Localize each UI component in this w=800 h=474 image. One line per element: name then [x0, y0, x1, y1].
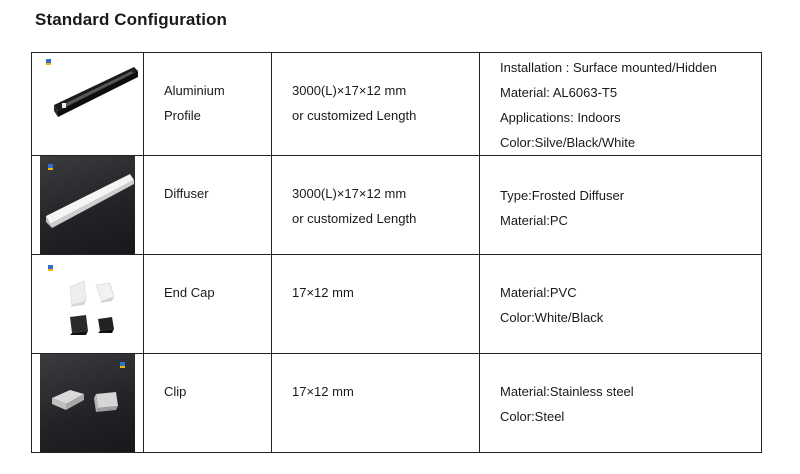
size-line: or customized Length [292, 108, 417, 123]
product-image-cell [32, 255, 144, 354]
size-line: 3000(L)×17×12 mm [292, 83, 407, 98]
spec-line: Material: AL6063-T5 [500, 85, 618, 100]
configuration-table [31, 52, 762, 453]
table-row [32, 53, 762, 156]
product-name-line: Aluminium [164, 83, 225, 98]
table-row [32, 354, 762, 453]
diffuser-photo [40, 156, 135, 254]
size-line: 17×12 mm [292, 285, 354, 300]
product-name-line: End Cap [164, 285, 215, 300]
product-image-cell [32, 156, 144, 255]
spec-line: Type:Frosted Diffuser [500, 188, 625, 203]
spec-line: Color:White/Black [500, 310, 604, 325]
clip-photo [40, 354, 135, 452]
aluminium-profile-photo [32, 53, 143, 155]
product-image-cell [32, 354, 144, 453]
table-row [32, 255, 762, 354]
spec-line: Applications: Indoors [500, 110, 621, 125]
product-name-line: Clip [164, 384, 187, 399]
end-cap-photo [32, 255, 143, 353]
table-row [32, 156, 762, 255]
product-name-line: Profile [164, 108, 201, 123]
spec-line: Material:PVC [500, 285, 577, 300]
size-line: or customized Length [292, 211, 417, 226]
spec-line: Installation : Surface mounted/Hidden [500, 60, 717, 75]
size-line: 3000(L)×17×12 mm [292, 186, 407, 201]
spec-line: Material:PC [500, 213, 568, 228]
product-name-line: Diffuser [164, 186, 209, 201]
size-line: 17×12 mm [292, 384, 354, 399]
product-image-cell [32, 53, 144, 156]
page-title: Standard Configuration [35, 10, 228, 29]
spec-line: Material:Stainless steel [500, 384, 634, 399]
spec-line: Color:Silve/Black/White [500, 135, 636, 150]
spec-line: Color:Steel [500, 409, 565, 424]
